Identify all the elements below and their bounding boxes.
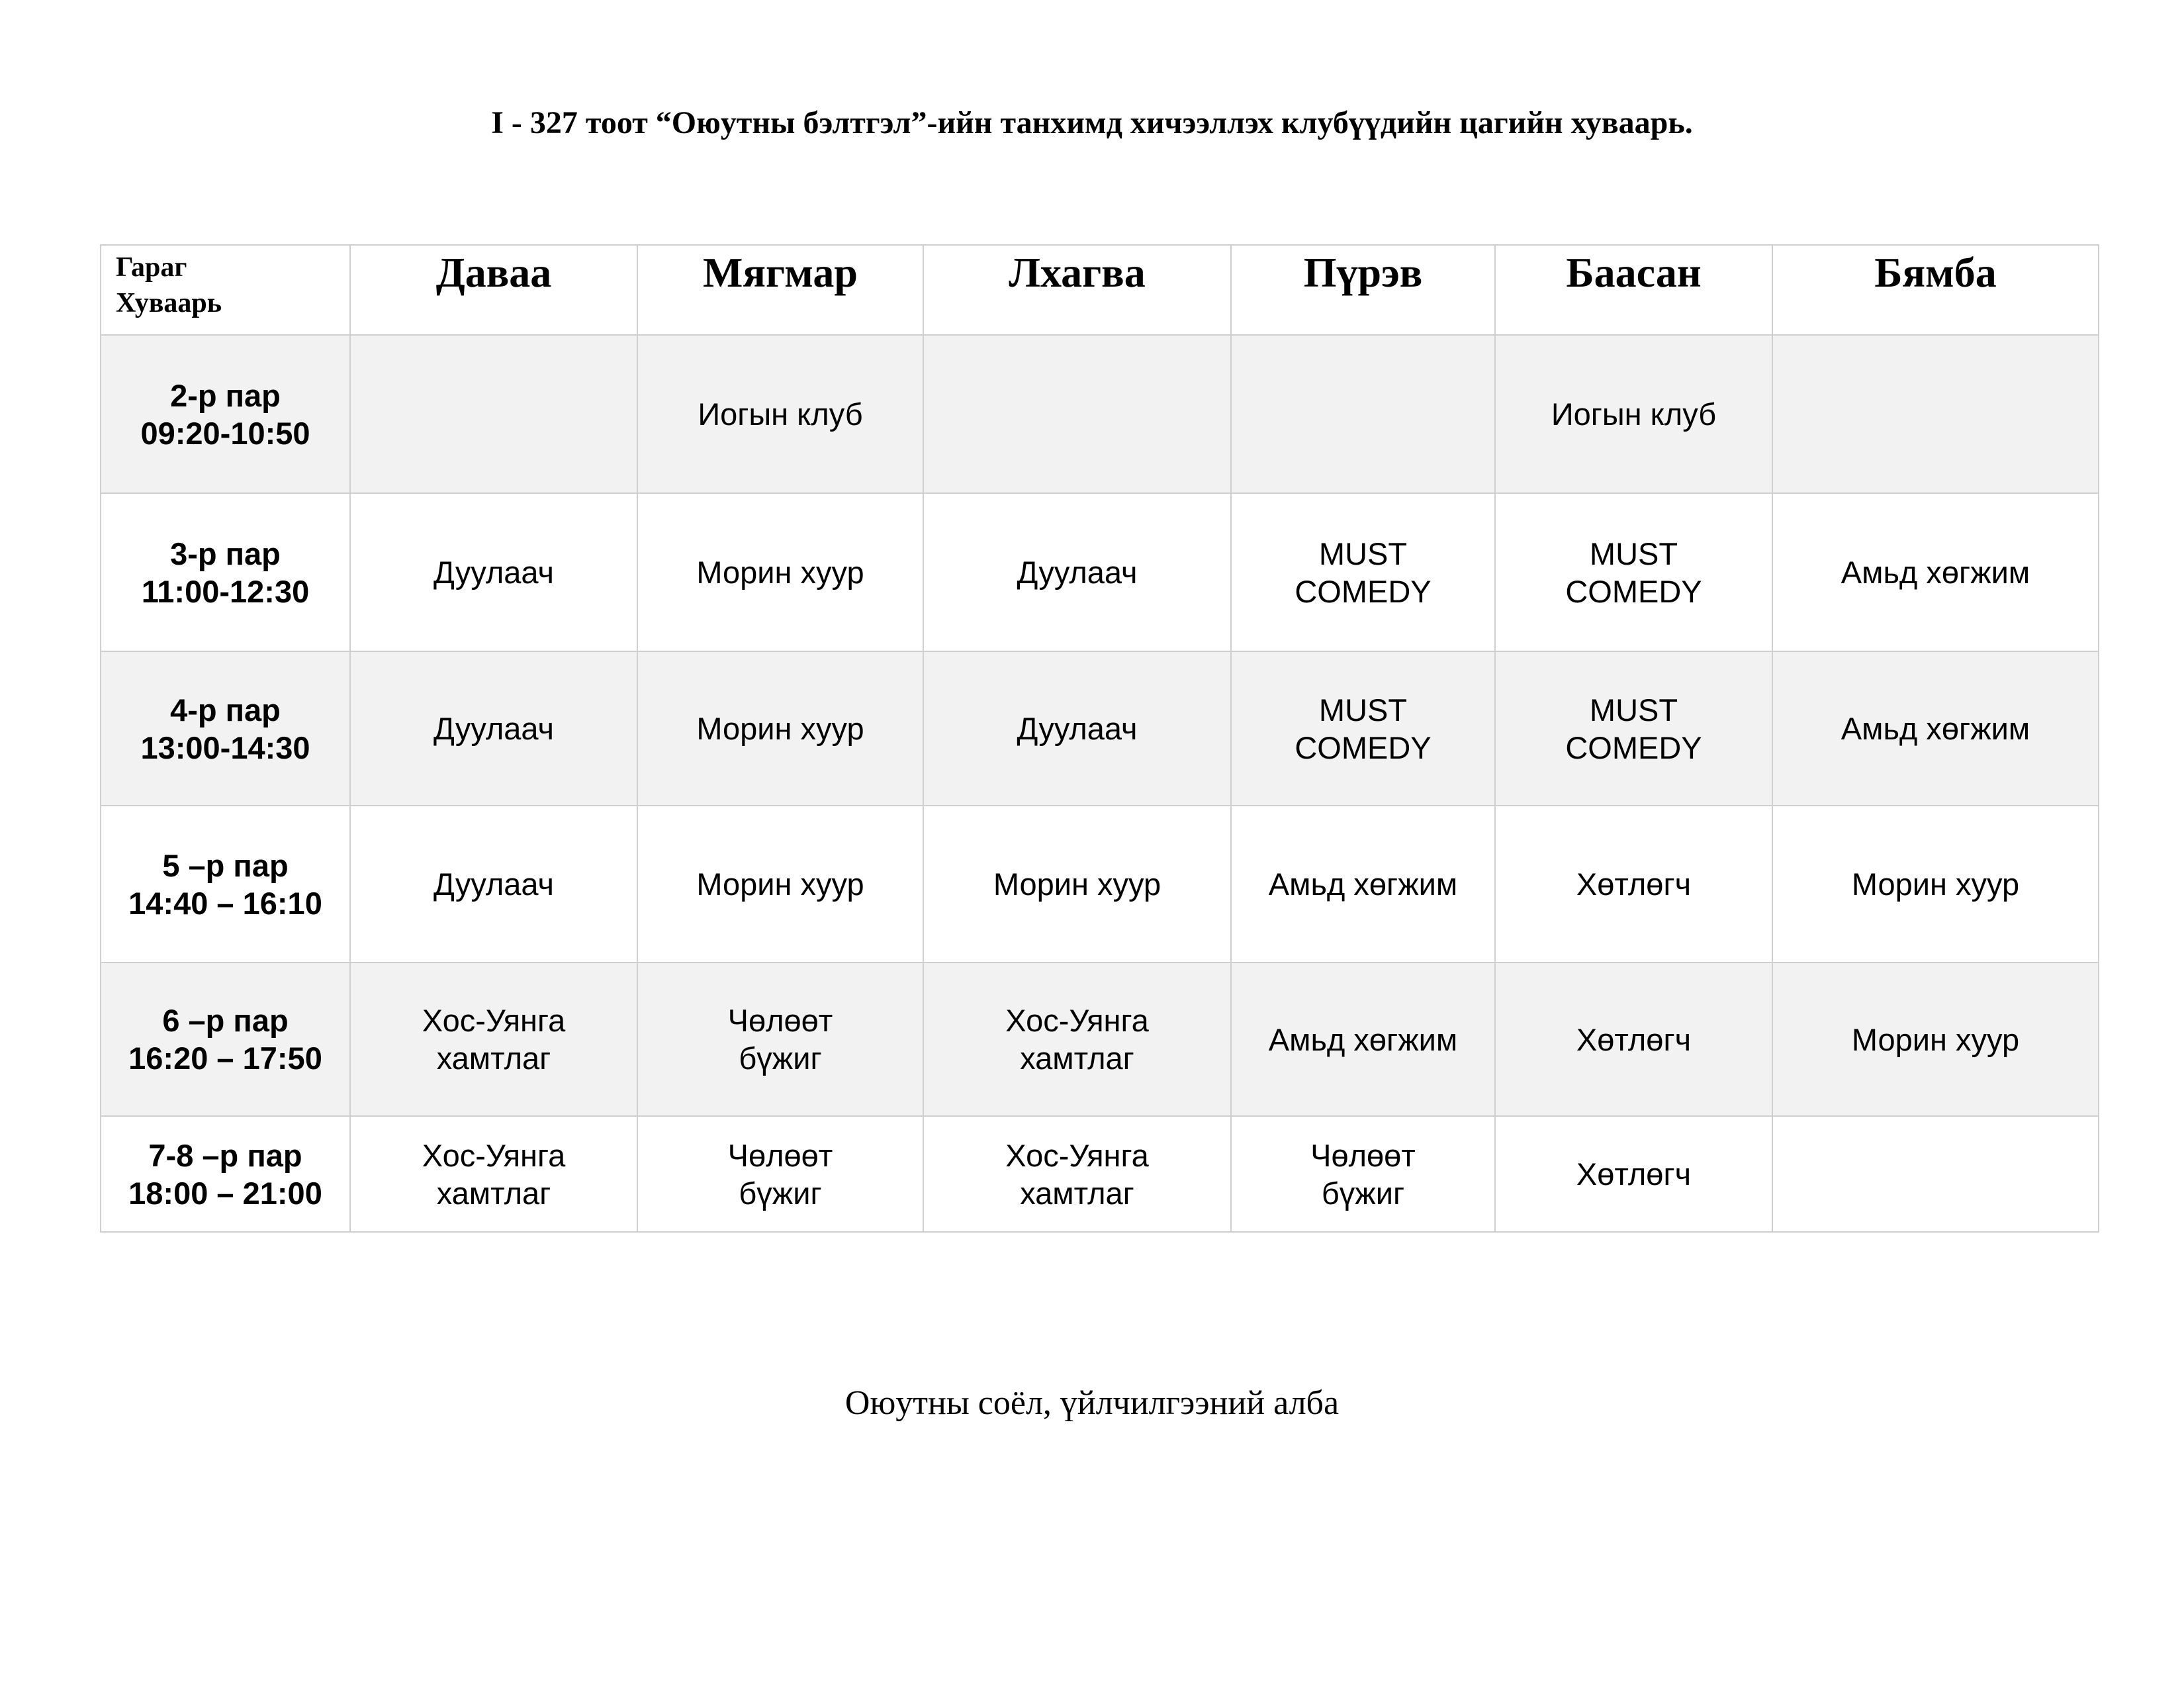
- club-name: Хөтлөгч: [1576, 1021, 1692, 1057]
- club-name: хамтлаг: [1020, 1041, 1134, 1076]
- club-name: MUST: [1589, 536, 1678, 571]
- period-label: 5 –р пар: [162, 847, 289, 883]
- schedule-cell: [923, 493, 1231, 651]
- schedule-cell: [1495, 651, 1772, 806]
- period-label: 4-р пар: [170, 692, 281, 727]
- day-header-monday: Даваа: [350, 245, 637, 335]
- period-label: 6 –р пар: [162, 1003, 289, 1038]
- schedule-cell: [350, 651, 637, 806]
- period-cell: [101, 651, 350, 806]
- period-time: 14:40 – 16:10: [128, 885, 322, 921]
- schedule-cell: [1231, 962, 1495, 1116]
- schedule-cell: [923, 651, 1231, 806]
- table-row: [101, 335, 2099, 493]
- footer-department: Оюутны соёл, үйлчилгээний алба: [844, 1384, 1340, 1422]
- schedule-cell: [637, 651, 923, 806]
- period-time: 11:00-12:30: [141, 573, 310, 609]
- club-name: Хос-Уянга: [422, 1137, 566, 1173]
- club-name: Чөлөөт: [727, 1003, 833, 1038]
- period-cell: [101, 493, 350, 651]
- table-row: [101, 962, 2099, 1116]
- period-label: 2-р пар: [170, 377, 281, 413]
- schedule-cell: [923, 962, 1231, 1116]
- club-name: Чөлөөт: [727, 1137, 833, 1173]
- schedule-cell: [350, 335, 637, 493]
- club-name: Дуулаач: [433, 711, 554, 746]
- club-name: Амьд хөгжим: [1841, 711, 2030, 746]
- schedule-cell: [637, 806, 923, 962]
- schedule-cell: [1495, 962, 1772, 1116]
- club-name: Дуулаач: [433, 867, 554, 902]
- club-name: Дуулаач: [1017, 711, 1138, 746]
- club-name: COMEDY: [1565, 573, 1702, 609]
- day-header-saturday: Бямба: [1772, 245, 2099, 335]
- schedule-cell: [1495, 806, 1772, 962]
- schedule-cell: [1772, 1116, 2099, 1232]
- corner-label-day: Гараг: [116, 252, 187, 283]
- schedule-cell: [1772, 335, 2099, 493]
- club-name: Чөлөөт: [1310, 1137, 1416, 1173]
- schedule-cell: [923, 1116, 1231, 1232]
- club-name: Амьд хөгжим: [1268, 1021, 1458, 1057]
- club-name: Хөтлөгч: [1576, 867, 1692, 902]
- club-name: Амьд хөгжим: [1268, 867, 1458, 902]
- club-name: Хос-Уянга: [1005, 1003, 1149, 1038]
- schedule-cell: [350, 1116, 637, 1232]
- period-time: 13:00-14:30: [140, 729, 310, 765]
- corner-header-cell: [101, 245, 350, 335]
- club-name: Морин хуур: [696, 555, 864, 590]
- schedule-cell: [350, 962, 637, 1116]
- period-time: 16:20 – 17:50: [128, 1041, 322, 1076]
- schedule-cell: [1495, 493, 1772, 651]
- schedule-cell: [637, 493, 923, 651]
- club-name: COMEDY: [1565, 729, 1702, 765]
- day-header-wednesday: Лхагва: [923, 245, 1231, 335]
- period-cell: [101, 962, 350, 1116]
- club-name: Иогын клуб: [698, 397, 863, 432]
- schedule-cell: [1495, 335, 1772, 493]
- schedule-cell: [637, 962, 923, 1116]
- club-name: хамтлаг: [436, 1175, 551, 1211]
- day-header-tuesday: Мягмар: [637, 245, 923, 335]
- period-label: 3-р пар: [170, 536, 281, 571]
- club-name: Амьд хөгжим: [1841, 555, 2030, 590]
- club-name: MUST: [1589, 692, 1678, 727]
- period-cell: [101, 1116, 350, 1232]
- club-name: Хос-Уянга: [422, 1003, 566, 1038]
- club-name: Дуулаач: [1017, 555, 1138, 590]
- table-row: [101, 493, 2099, 651]
- period-label: 7-8 –р пар: [148, 1137, 302, 1173]
- club-name: COMEDY: [1295, 729, 1432, 765]
- club-name: Морин хуур: [1851, 867, 2020, 902]
- schedule-cell: [923, 806, 1231, 962]
- schedule-cell: [350, 806, 637, 962]
- schedule-cell: [637, 335, 923, 493]
- club-name: бүжиг: [1321, 1175, 1405, 1211]
- club-name: Иогын клуб: [1551, 397, 1717, 432]
- club-name: Морин хуур: [1851, 1021, 2020, 1057]
- table-row: [101, 1116, 2099, 1232]
- table-row: [101, 806, 2099, 962]
- club-name: Морин хуур: [696, 711, 864, 746]
- schedule-cell: [1772, 962, 2099, 1116]
- schedule-cell: [1231, 493, 1495, 651]
- club-name: хамтлаг: [436, 1041, 551, 1076]
- club-name: Морин хуур: [993, 867, 1161, 902]
- period-cell: [101, 335, 350, 493]
- schedule-cell: [637, 1116, 923, 1232]
- club-name: COMEDY: [1295, 573, 1432, 609]
- club-name: MUST: [1318, 692, 1408, 727]
- header-row: [101, 245, 2099, 335]
- schedule-cell: [1772, 651, 2099, 806]
- period-time: 18:00 – 21:00: [128, 1175, 322, 1211]
- club-name: бүжиг: [739, 1175, 822, 1211]
- club-name: Хөтлөгч: [1576, 1156, 1692, 1192]
- club-name: бүжиг: [739, 1041, 822, 1076]
- club-name: MUST: [1318, 536, 1408, 571]
- schedule-cell: [923, 335, 1231, 493]
- club-name: Дуулаач: [433, 555, 554, 590]
- table-row: [101, 651, 2099, 806]
- club-name: Морин хуур: [696, 867, 864, 902]
- document-title: I - 327 тоот “Оюутны бэлтгэл”-ийн танхимд хичээллэх клубүүдийн цагийн хуваарь.: [491, 105, 1693, 140]
- schedule-cell: [1772, 493, 2099, 651]
- schedule-cell: [1495, 1116, 1772, 1232]
- club-name: хамтлаг: [1020, 1175, 1134, 1211]
- schedule-cell: [1772, 806, 2099, 962]
- club-name: Хос-Уянга: [1005, 1137, 1149, 1173]
- schedule-cell: [1231, 806, 1495, 962]
- schedule-table: [100, 244, 2099, 1233]
- schedule-cell: [1231, 651, 1495, 806]
- period-time: 09:20-10:50: [140, 415, 310, 451]
- schedule-cell: [1231, 335, 1495, 493]
- corner-label-schedule: Хуваарь: [116, 288, 222, 318]
- period-cell: [101, 806, 350, 962]
- day-header-friday: Баасан: [1495, 245, 1772, 335]
- schedule-cell: [350, 493, 637, 651]
- day-header-thursday: Пүрэв: [1231, 245, 1495, 335]
- schedule-cell: [1231, 1116, 1495, 1232]
